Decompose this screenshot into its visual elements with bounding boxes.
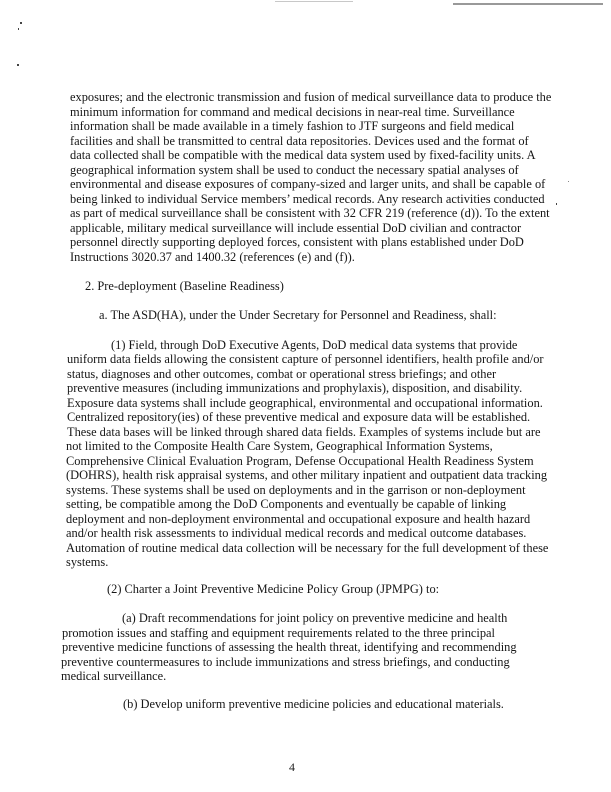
scan-speck <box>568 181 569 182</box>
text-line: as part of medical surveillance shall be consistent with 32 CFR 219 (reference (d)). To the extent <box>70 206 550 220</box>
text-line: not limited to the Composite Health Care System, Geographical Information Systems, <box>66 439 493 453</box>
text-line: (a) Draft recommendations for joint policy on preventive medicine and health <box>122 611 508 625</box>
text-line: promotion issues and staffing and equipment requirements related to the three principal <box>62 626 495 640</box>
text-line: personnel directly supporting deployed forces, consistent with plans established under DoD <box>70 235 524 249</box>
text-line: setting, be compatible among the DoD Components and eventually be capable of linking <box>66 497 507 511</box>
text-line: (DOHRS), health risk appraisal systems, and other military inpatient and outpatient data tracking <box>66 468 548 482</box>
scan-speck <box>18 28 19 30</box>
text-line: applicable, military medical surveillance will include essential DoD civilian and contractor <box>70 221 522 235</box>
section-heading-pre-deployment: 2. Pre-deployment (Baseline Readiness) <box>85 279 284 293</box>
text-line: information shall be made available in a timely fashion to JTF surgeons and field medical <box>70 119 515 133</box>
text-line: environmental and disease exposures of company-sized and larger units, and shall be capable of <box>70 177 546 191</box>
text-line: systems. These systems shall be used on deployments and in the garrison or non-deployment <box>66 483 526 497</box>
scan-speck <box>20 22 22 24</box>
text-line: medical surveillance. <box>61 669 167 683</box>
text-line: (1) Field, through DoD Executive Agents, DoD medical data systems that provide <box>111 338 518 352</box>
text-line: Instructions 3020.37 and 1400.32 (references (e) and (f)). <box>70 250 355 264</box>
text-line: minimum information for command and medical decisions in near-real time. Surveillance <box>70 105 515 119</box>
text-line: These data bases will be linked through shared data fields. Examples of systems include but are <box>67 425 541 439</box>
text-line: exposures; and the electronic transmission and fusion of medical surveillance data to produce the <box>70 90 552 104</box>
text-line: deployment and non-deployment environmental and occupational exposure and health hazard <box>66 512 531 526</box>
text-line: being linked to individual Service members’ medical records. Any research activities conducted <box>70 192 545 206</box>
text-line: systems. <box>66 555 109 569</box>
page-number: 4 <box>289 760 295 774</box>
text-line: Automation of routine medical data collection will be necessary for the full development of these <box>66 541 549 555</box>
scan-artifact-top-line <box>275 1 353 2</box>
text-line: Exposure data systems shall include geographical, environmental and occupational information. <box>67 396 543 410</box>
paragraph-2a-2-b: (b) Develop uniform preventive medicine policies and educational materials. <box>123 697 504 711</box>
text-line: facilities and shall be transmitted to central data repositories. Devices used and the format of <box>70 134 529 148</box>
text-line: preventive countermeasures to include immunizations and stress briefings, and conducting <box>61 655 510 669</box>
scan-speck <box>17 64 19 66</box>
text-line: status, diagnoses and other outcomes, combat or operational stress briefings; and other <box>67 367 497 381</box>
text-line: preventive medicine functions of assessing the health threat, identifying and recommending <box>62 640 517 654</box>
text-line: Centralized repository(ies) of these preventive medical and exposure data will be established. <box>67 410 531 424</box>
scan-speck <box>556 203 557 205</box>
text-line: preventive measures (including immunizations and prophylaxis), disposition, and disability. <box>67 381 523 395</box>
text-line: geographical information system shall be used to conduct the necessary spatial analyses of <box>70 163 519 177</box>
paragraph-2a-2: (2) Charter a Joint Preventive Medicine Policy Group (JPMPG) to: <box>107 582 440 596</box>
text-line: and/or health risk assessments to individual medical records and medical outcome databases. <box>66 526 527 540</box>
text-line: data collected shall be compatible with the medical data system used by fixed-facility units. A <box>70 148 536 162</box>
text-line: Comprehensive Clinical Evaluation Program, Defense Occupational Health Readiness System <box>66 454 534 468</box>
scan-artifact-top-right-line <box>453 3 603 5</box>
paragraph-2a: a. The ASD(HA), under the Under Secretary for Personnel and Readiness, shall: <box>99 308 497 322</box>
text-line: uniform data fields allowing the consistent capture of personnel identifiers, health profile and/or <box>67 352 544 366</box>
